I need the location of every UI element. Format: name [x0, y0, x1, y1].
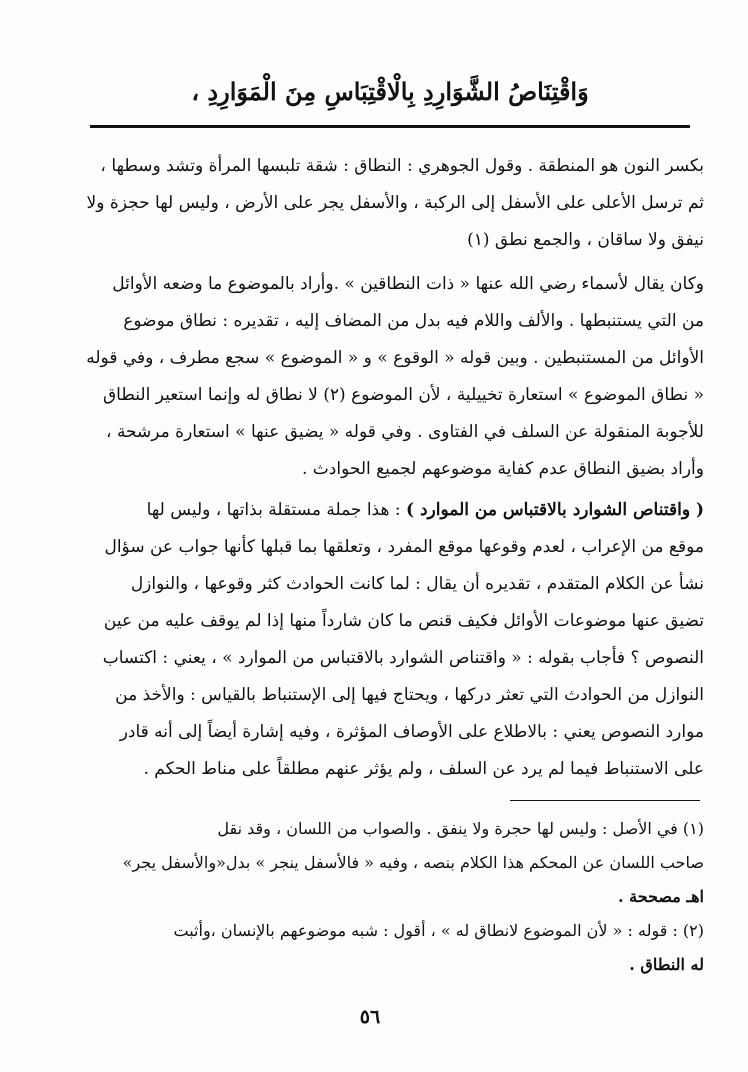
matn-commentary: : هذا جملة مستقلة بذاتها ، وليس لها: [146, 500, 406, 520]
text-line: للأجوبة المنقولة عن السلف في الفتاوى . وفي قوله « يضيق عنها » استعارة مرشحة ،: [106, 422, 704, 442]
paragraph-2: [74, 266, 704, 488]
text-line: على الاستنباط فيما لم يرد عن السلف ، ولم يؤثر عنهم مطلقاً على مناط الحكم .: [143, 759, 704, 779]
text-line: وأراد بضيق النطاق عدم كفاية موضوعهم لجميع الحوادث .: [301, 459, 704, 479]
text-line: نشأ عن الكلام المتقدم ، تقديره أن يقال : لما كانت الحوادث كثر وقوعها ، والنوازل: [130, 574, 704, 594]
running-header: وَاقْتِنَاصُ الشَّوَارِدِ بِالْاقْتِبَاسِ مِنَ الْمَوَارِدِ ،: [191, 77, 589, 106]
page-number: ٥٦: [359, 1006, 381, 1028]
text-line: « نطاق الموضوع » استعارة تخييلية ، لأن الموضوع (٢) لا نطاق له وإنما استعير النطاق: [102, 385, 704, 405]
paragraph-1: [74, 148, 704, 259]
footnote-line: اهـ مصححة .: [618, 887, 704, 906]
footnote-2: [64, 914, 704, 982]
text-line: ثم ترسل الأعلى على الأسفل إلى الركبة ، والأسفل يجر على الأرض ، وليس لها حجزة ولا: [86, 193, 704, 213]
text-line: تضيق عنها موضوعات الأوائل فكيف قنص ما كان شارداً منها إذا لم يوقف عليه من عين: [103, 611, 704, 631]
text-line: النصوص ؟ فأجاب بقوله : « واقتناص الشوارد بالاقتباس من الموارد » ، يعني : اكتساب: [102, 648, 704, 668]
footnote-line: صاحب اللسان عن المحكم هذا الكلام بنصه ، وفيه « فالأسفل ينجر » بدل«والأسفل يجر»: [122, 853, 704, 872]
footnote-line: (٢) : قوله : « لأن الموضوع لانطاق له » ، أقول : شبه موضوعهم بالإنسان ،وأثبت: [173, 921, 704, 940]
header-rule: [90, 125, 690, 128]
text-line-first: [74, 492, 704, 529]
text-line: الأوائل من المستنبطين . وبين قوله « الوقوع » و « الموضوع » سجع مطرف ، وفي قوله: [86, 348, 704, 368]
paragraph-3: [74, 492, 704, 788]
text-line: نيفق ولا ساقان ، والجمع نطق (١): [467, 230, 704, 250]
text-line: من التي يستنبطها . والألف واللام فيه بدل من المضاف إليه ، تقديره : نطاق موضوع: [123, 311, 704, 331]
footnote-line: له النطاق .: [629, 955, 704, 974]
matn-quote: ( واقتناص الشوارد بالاقتباس من الموارد ): [406, 500, 704, 520]
text-line: وكان يقال لأسماء رضي الله عنها « ذات النطاقين » .وأراد بالموضوع ما وضعه الأوائل: [112, 274, 704, 294]
text-line: موقع من الإعراب ، لعدم وقوعها موقع المفرد ، وتعلقها بما قبلها كأنها جواب عن سؤال: [104, 537, 704, 557]
text-line: بكسر النون هو المنطقة . وقول الجوهري : النطاق : شقة تلبسها المرأة وتشد وسطها ،: [100, 156, 704, 176]
footnote-separator: [510, 800, 700, 801]
text-line: النوازل من الحوادث التي تعثر دركها ، ويحتاج فيها إلى الإستنباط بالقياس : والأخذ من: [115, 685, 704, 705]
footnote-line: (١) في الأصل : وليس لها حجرة ولا ينفق . والصواب من اللسان ، وقد نقل: [217, 819, 704, 838]
footnote-1: [64, 812, 704, 914]
text-line: موارد النصوص يعني : بالاطلاع على الأوصاف المؤثرة ، وفيه إشارة أيضاً إلى أنه قادر: [119, 722, 704, 742]
